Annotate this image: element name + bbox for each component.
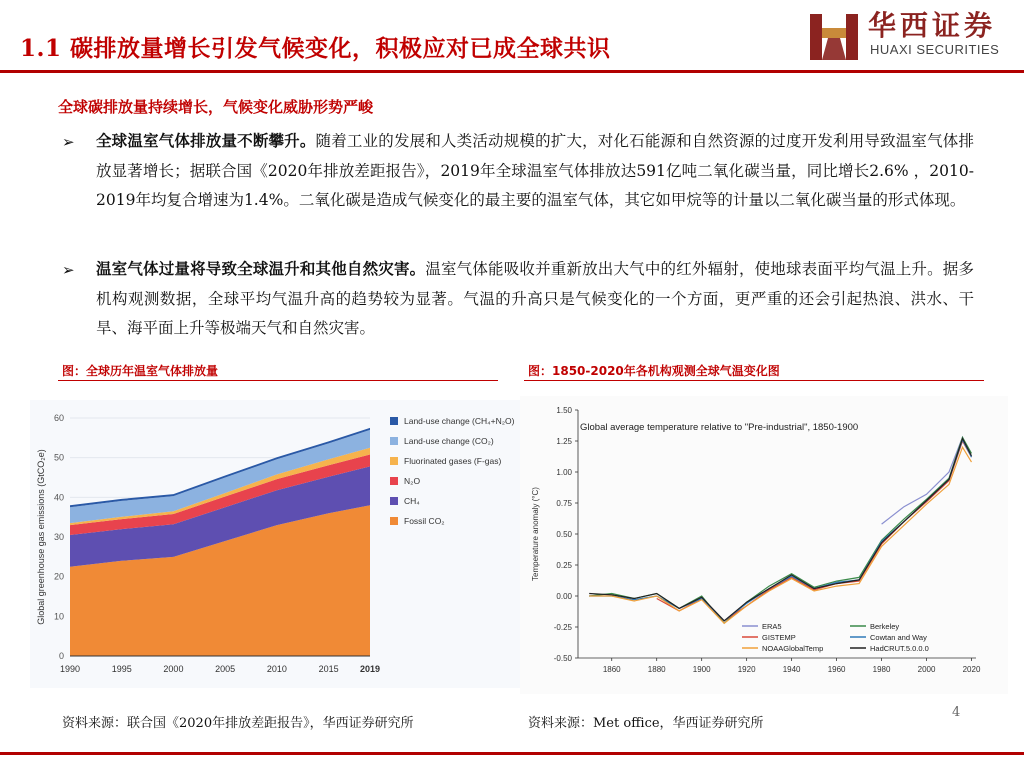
figure-caption-rule [58, 380, 498, 381]
legend-swatch [390, 497, 398, 505]
y-tick-label: 10 [53, 611, 64, 622]
y-tick-label: 0.00 [556, 592, 572, 601]
x-tick-label: 2010 [266, 664, 287, 674]
legend-label: N₂O [404, 476, 421, 486]
legend-label: Land-use change (CO₂) [404, 436, 494, 446]
y-tick-label: 60 [53, 413, 64, 423]
figure-caption: 图：1850-2020年各机构观测全球气温变化图 [528, 364, 780, 378]
bullet-lead: 全球温室气体排放量不断攀升。 [96, 131, 316, 150]
figure-caption-rule [524, 380, 984, 381]
x-tick-label: 1990 [59, 664, 81, 674]
y-tick-label: 1.50 [556, 406, 572, 415]
legend-swatch [390, 517, 398, 525]
legend-label: Land-use change (CH₄+N₂O) [404, 416, 515, 426]
y-tick-label: 0.75 [556, 499, 572, 508]
legend-label: GISTEMP [762, 633, 796, 642]
legend-swatch [390, 477, 398, 485]
title-divider [0, 70, 1024, 73]
legend-swatch [390, 417, 398, 425]
y-tick-label: -0.50 [553, 654, 572, 663]
section-subheading: 全球碳排放量持续增长，气候变化威胁形势严峻 [58, 98, 374, 116]
x-tick-label: 2020 [962, 665, 981, 674]
figure-caption: 图：全球历年温室气体排放量 [62, 364, 219, 378]
y-axis-label: Temperature anomaly (°C) [531, 487, 540, 581]
chart-title: Global average temperature relative to "Pre-industrial", 1850-1900 [580, 422, 859, 433]
legend-label: NOAAGlobalTemp [762, 644, 824, 653]
x-tick-label: 2000 [917, 665, 936, 674]
bullet-marker: ➢ [62, 133, 75, 151]
x-tick-label: 1900 [692, 665, 711, 674]
x-tick-label: 1940 [782, 665, 801, 674]
x-tick-label: 1920 [737, 665, 756, 674]
y-tick-label: 50 [53, 452, 64, 463]
page-number: 4 [952, 705, 961, 720]
y-tick-label: 1.25 [556, 437, 572, 446]
emissions-area-chart [30, 400, 524, 688]
bullet-marker: ➢ [62, 261, 75, 279]
bullet-paragraph [96, 254, 974, 344]
x-tick-label: 1880 [647, 665, 666, 674]
legend-label: Fluorinated gases (F-gas) [404, 456, 502, 466]
y-tick-label: -0.25 [553, 623, 572, 632]
bullet-lead: 温室气体过量将导致全球温升和其他自然灾害。 [96, 259, 426, 278]
legend-label: Berkeley [870, 622, 900, 631]
legend-swatch [390, 457, 398, 465]
bullet-body: 温室气体能吸收并重新放出大气中的红外辐射，使地球表面平均气温上升。据多机构观测数据，全球平均气温升高的趋势较为显著。气温的升高只是气候变化的一个方面，更严重的还会引起热浪、洪水、干旱、海平面上升等极端天气和自然灾害。 [96, 260, 974, 337]
logo-en-text: HUAXI SECURITIES [870, 42, 1000, 57]
temperature-line-chart [520, 396, 1008, 694]
y-tick-label: 0.25 [556, 561, 572, 570]
page-title: 1.1 碳排放量增长引发气候变化，积极应对已成全球共识 [20, 35, 611, 62]
y-tick-label: 1.00 [556, 468, 572, 477]
x-tick-label: 1995 [111, 664, 132, 674]
y-tick-label: 0.50 [556, 530, 572, 539]
legend-label: Fossil CO₂ [404, 516, 445, 526]
bullet-body: 随着工业的发展和人类活动规模的扩大，对化石能源和自然资源的过度开发利用导致温室气体排放显著增长；据联合国《2020年排放差距报告》，2019年全球温室气体排放达591亿吨二氧化碳当量，同比增长2.6% ，2010-2019年均复合增速为1.4%。二氧化碳是造成气候变化的最主要的温室气体，其它如甲烷等的计量以二氧化碳当量的形式体现。 [96, 132, 974, 209]
legend-label: Cowtan and Way [870, 633, 927, 642]
x-tick-label: 2019 [359, 664, 381, 674]
legend-label: HadCRUT.5.0.0.0 [870, 644, 929, 653]
y-axis-label: Global greenhouse gas emissions (GtCO₂e) [36, 449, 46, 625]
legend-swatch [390, 437, 398, 445]
y-tick-label: 30 [53, 532, 64, 542]
y-tick-label: 40 [53, 492, 64, 503]
y-tick-label: 20 [53, 571, 64, 582]
x-tick-label: 1860 [602, 665, 621, 674]
x-tick-label: 2000 [163, 664, 184, 674]
bullet-paragraph [96, 126, 974, 216]
x-tick-label: 2015 [318, 664, 339, 674]
y-tick-label: 0 [58, 651, 64, 661]
legend-label: CH₄ [404, 496, 420, 506]
footer-divider [0, 752, 1024, 755]
figure-source: 资料来源：联合国《2020年排放差距报告》，华西证券研究所 [62, 716, 414, 731]
x-tick-label: 1960 [827, 665, 846, 674]
legend-label: ERA5 [762, 622, 782, 631]
logo-cn-text: 华西证券 [868, 9, 997, 42]
x-tick-label: 2005 [215, 664, 236, 674]
x-tick-label: 1980 [872, 665, 891, 674]
figure-source: 资料来源：Met office，华西证券研究所 [528, 716, 764, 731]
huaxi-logo-icon [806, 8, 862, 64]
